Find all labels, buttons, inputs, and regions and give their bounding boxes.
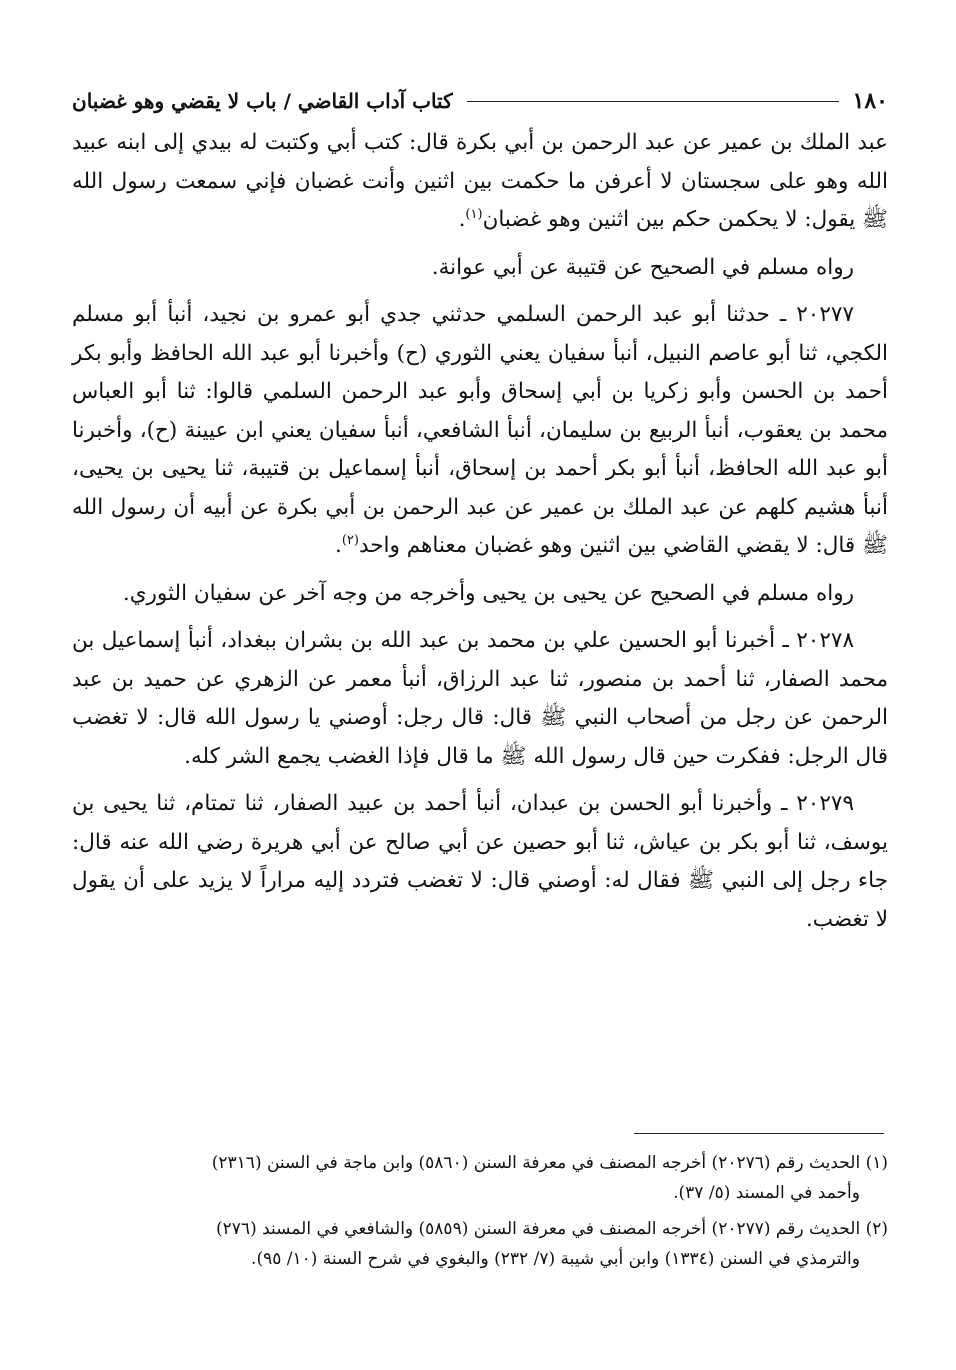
paragraph-text: ٢٠٢٧٧ ـ حدثنا أبو عبد الرحمن السلمي حدثني جدي أبو عمرو بن نجيد، أنبأ أبو مسلم الكجي، ثنا أبو عاصم النبيل، أنبأ سفيان يعني الثوري (ح) وأخبرنا أبو عبد الله الحافظ وأبو بكر أحمد بن الحسن وأبو زكريا بن أبي إسحاق وأبو عبد الرحمن السلمي قالوا: ثنا أبو العباس محمد بن يعقوب، أنبأ الربيع بن سليمان، أنبأ الشافعي، أنبأ سفيان يعني ابن عيينة (ح)، وأخبرنا أبو عبد الله الحافظ، أنبأ أبو بكر أحمد بن إسحاق، أنبأ إسماعيل بن قتيبة، ثنا يحيى بن يحيى، أنبأ هشيم كلهم عن عبد الملك بن عمير عن عبد الرحمن بن أبي بكرة عن أبيه أن رسول الله ﷺ قال: لا يقضي القاضي بين اثنين وهو غضبان معناهم واحد: [72, 302, 888, 558]
footnote-line: وأحمد في المسند (٥/ ٣٧).: [673, 1183, 860, 1203]
header-rule: [467, 101, 839, 102]
paragraph-riwaya-1: [72, 249, 888, 288]
page-number: ١٨٠: [852, 88, 888, 114]
hadith-20278: [72, 622, 888, 776]
footnote-line: (١) الحديث رقم (٢٠٢٧٦) أخرجه المصنف في معرفة السنن (٥٨٦٠) وابن ماجة في السنن (٢٣١٦): [211, 1153, 888, 1173]
paragraph-tail: .: [335, 533, 342, 558]
page: [72, 82, 888, 947]
paragraph-text: رواه مسلم في الصحيح عن يحيى بن يحيى وأخرجه من وجه آخر عن سفيان الثوري.: [122, 580, 854, 606]
footnote-line: والترمذي في السنن (١٣٣٤) وابن أبي شيبة (٧/ ٢٣٢) والبغوي في شرح السنة (١٠/ ٩٥).: [251, 1249, 860, 1269]
footnote-separator: [634, 1133, 884, 1134]
hadith-20279: [72, 785, 888, 939]
paragraph-continuation: [72, 124, 888, 240]
footnotes: [72, 1148, 888, 1280]
footnote-2: [72, 1214, 888, 1274]
footnote-marker[interactable]: (٢): [341, 532, 359, 548]
paragraph-tail: .: [458, 207, 466, 232]
paragraph-text: ٢٠٢٧٩ ـ وأخبرنا أبو الحسن بن عبدان، أنبأ أحمد بن عبيد الصفار، ثنا تمتام، ثنا يحيى بن يوسف، ثنا أبو بكر بن عياش، ثنا أبو حصين عن أبي صالح عن أبي هريرة رضي الله عنه قال: جاء رجل إلى النبي ﷺ فقال له: أوصني قال: لا تغضب فتردد إليه مراراً لا يزيد على أن يقول لا تغضب.: [72, 791, 888, 932]
running-header: [72, 82, 888, 120]
hadith-20277: [72, 296, 888, 566]
main-text: [72, 124, 888, 939]
paragraph-text: رواه مسلم في الصحيح عن قتيبة عن أبي عوانة.: [431, 254, 854, 280]
footnote-line: (٢) الحديث رقم (٢٠٢٧٧) أخرجه المصنف في معرفة السنن (٥٨٥٩) والشافعي في المسند (٢٧٦): [216, 1219, 888, 1239]
footnote-marker[interactable]: (١): [465, 206, 483, 222]
header-title: كتاب آداب القاضي / باب لا يقضي وهو غضبان: [72, 89, 453, 113]
paragraph-riwaya-2: [72, 575, 888, 614]
paragraph-text: عبد الملك بن عمير عن عبد الرحمن بن أبي بكرة قال: كتب أبي وكتبت له بيدي إلى ابنه عبيد الله وهو على سجستان لا أعرفن ما حكمت بين اثنين وأنت غضبان فإني سمعت رسول الله ﷺ يقول: لا يحكمن حكم بين اثنين وهو غضبان: [72, 130, 888, 232]
footnote-1: [72, 1148, 888, 1208]
paragraph-text: ٢٠٢٧٨ ـ أخبرنا أبو الحسين علي بن محمد بن عبد الله بن بشران ببغداد، أنبأ إسماعيل بن محمد الصفار، ثنا أحمد بن منصور، ثنا عبد الرزاق، أنبأ معمر عن الزهري عن حميد بن عبد الرحمن عن رجل من أصحاب النبي ﷺ قال: قال رجل: أوصني يا رسول الله قال: لا تغضب قال الرجل: ففكرت حين قال رسول الله ﷺ ما قال فإذا الغضب يجمع الشر كله.: [72, 628, 888, 769]
